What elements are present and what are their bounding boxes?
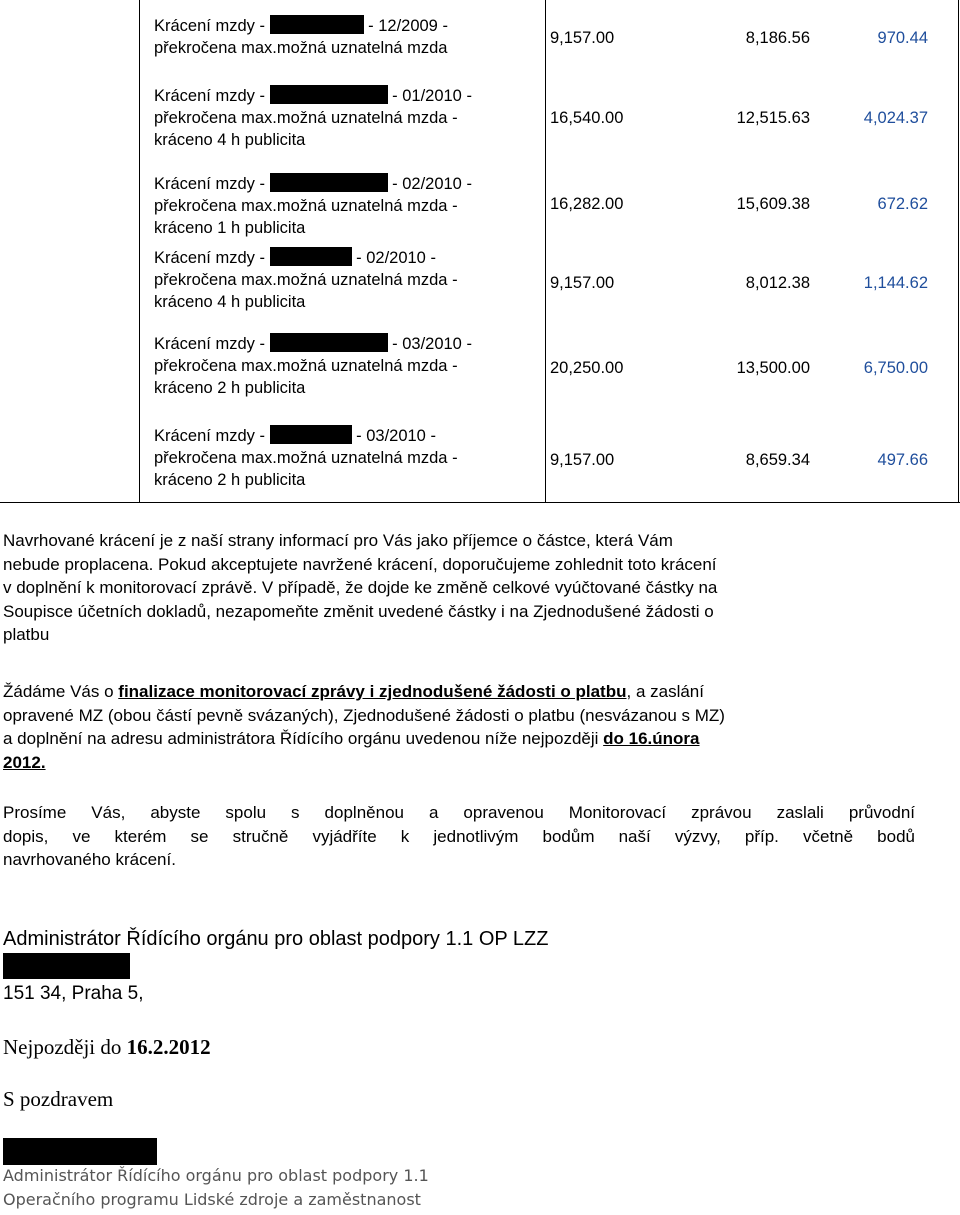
deadline-emphasis: 2012. [3,752,46,772]
amount-reduction: 1,144.62 [863,274,928,292]
amount-eligible: 8,659.34 [745,451,810,469]
row-text: překročena max.možná uznatelná mzda - [154,109,458,127]
table-row-description [154,173,534,239]
paragraph-line: nebude proplacena. Pokud akceptujete navržené krácení, doporučujeme zohlednit toto krácení [3,554,717,574]
amount-eligible: 13,500.00 [736,359,810,377]
amount-eligible: 8,012.38 [745,274,810,292]
amount-claimed: 9,157.00 [550,29,615,47]
amount-reduction: 6,750.00 [863,359,928,377]
amount-claimed: 16,282.00 [550,195,624,213]
row-text: - 03/2010 - [387,335,472,353]
row-text: překročena max.možná uznatelná mzda - [154,271,458,289]
amount-reduction: 672.62 [877,195,928,213]
row-text: kráceno 2 h publicita [154,379,306,397]
paragraph-line: opravené MZ (obou částí pevně svázaných), Zjednodušené žádosti o platbu (nesvázanou s MZ) [3,705,725,725]
cover-letter-paragraph [3,801,915,872]
amount-eligible: 12,515.63 [736,109,810,127]
row-text: překročena max.možná uznatelná mzda [154,39,448,57]
redacted-name [270,85,388,104]
redacted-address [3,953,130,979]
table-row-description [154,425,534,491]
reduction-notice-paragraph [3,529,915,647]
redacted-name [270,173,388,192]
amount-claimed: 20,250.00 [550,359,624,377]
signature-block [3,1164,429,1212]
redacted-signature-name [3,1138,157,1165]
row-text: překročena max.možná uznatelná mzda - [154,197,458,215]
paragraph-text: a doplnění na adresu administrátora Řídícího orgánu uvedenou níže nejpozději [3,729,604,748]
paragraph-line: navrhovaného krácení. [3,850,176,869]
deadline-line [3,1035,211,1060]
amount-claimed: 9,157.00 [550,451,615,469]
amount-claimed: 16,540.00 [550,109,624,127]
row-text: překročena max.možná uznatelná mzda - [154,357,458,375]
table-column-divider [545,0,546,503]
emphasis-text: finalizace monitorovací zprávy i zjednodušené žádosti o platbu [118,682,627,701]
request-paragraph [3,680,915,774]
table-border-right [958,0,959,503]
paragraph-line: v doplnění k monitorovací zprávě. V případě, že dojde ke změně celkové vyúčtované částky na [3,578,718,597]
row-text: Krácení mzdy - [154,17,270,35]
row-text: - 03/2010 - [351,427,436,445]
table-row-description [154,15,534,59]
amount-reduction: 970.44 [877,29,928,47]
row-text: Krácení mzdy - [154,335,270,353]
deadline-date: 16.2.2012 [126,1035,211,1059]
row-text: překročena max.možná uznatelná mzda - [154,449,458,467]
paragraph-line: Navrhované krácení je z naší strany informací pro Vás jako příjemce o částce, která Vám [3,531,673,550]
amount-eligible: 8,186.56 [745,29,810,47]
row-text: kráceno 4 h publicita [154,293,306,311]
paragraph-text: Žádáme Vás o [3,682,119,701]
paragraph-line: dopis, ve kterém se stručně vyjádříte k jednotlivým bodům naší výzvy, příp. včetně bodů [3,826,915,846]
paragraph-line: platbu [3,625,50,644]
row-text: Krácení mzdy - [154,249,270,267]
redacted-name [270,247,352,266]
paragraph-line: Soupisce účetních dokladů, nezapomeňte změnit uvedené částky i na Zjednodušené žádosti o [3,601,714,621]
administrator-title: Administrátor Řídícího orgánu pro oblast podpory 1.1 OP LZZ [3,928,549,950]
row-text: - 01/2010 - [387,87,472,105]
row-text: kráceno 2 h publicita [154,471,306,489]
redacted-name [270,425,352,444]
redacted-name [270,333,388,352]
redacted-name [270,15,364,34]
row-text: Krácení mzdy - [154,87,270,105]
greeting: S pozdravem [3,1087,114,1111]
reduction-table [0,0,960,503]
table-border-left [139,0,140,503]
paragraph-line: Prosíme Vás, abyste spolu s doplněnou a opravenou Monitorovací zprávou zaslali průvodní [3,803,915,822]
signature-line: Operačního programu Lidské zdroje a zaměstnanost [3,1190,421,1209]
row-text: kráceno 1 h publicita [154,219,306,237]
signature-line: Administrátor Řídícího orgánu pro oblast podpory 1.1 [3,1166,429,1185]
deadline-emphasis: do 16.února [603,729,700,748]
table-row-description [154,85,534,151]
postal-address: 151 34, Praha 5, [3,983,144,1004]
amount-reduction: 4,024.37 [863,109,928,127]
table-row-description [154,247,534,313]
amount-claimed: 9,157.00 [550,274,615,292]
amount-reduction: 497.66 [877,451,928,469]
row-text: - 02/2010 - [351,249,436,267]
row-text: - 12/2009 - [363,17,448,35]
row-text: - 02/2010 - [387,175,472,193]
row-text: Krácení mzdy - [154,427,270,445]
deadline-label: Nejpozději do [3,1035,127,1059]
amount-eligible: 15,609.38 [736,195,810,213]
table-border-bottom [0,502,960,503]
row-text: kráceno 4 h publicita [154,131,306,149]
table-row-description [154,333,534,399]
row-text: Krácení mzdy - [154,175,270,193]
paragraph-text: , a zaslání [626,682,704,701]
